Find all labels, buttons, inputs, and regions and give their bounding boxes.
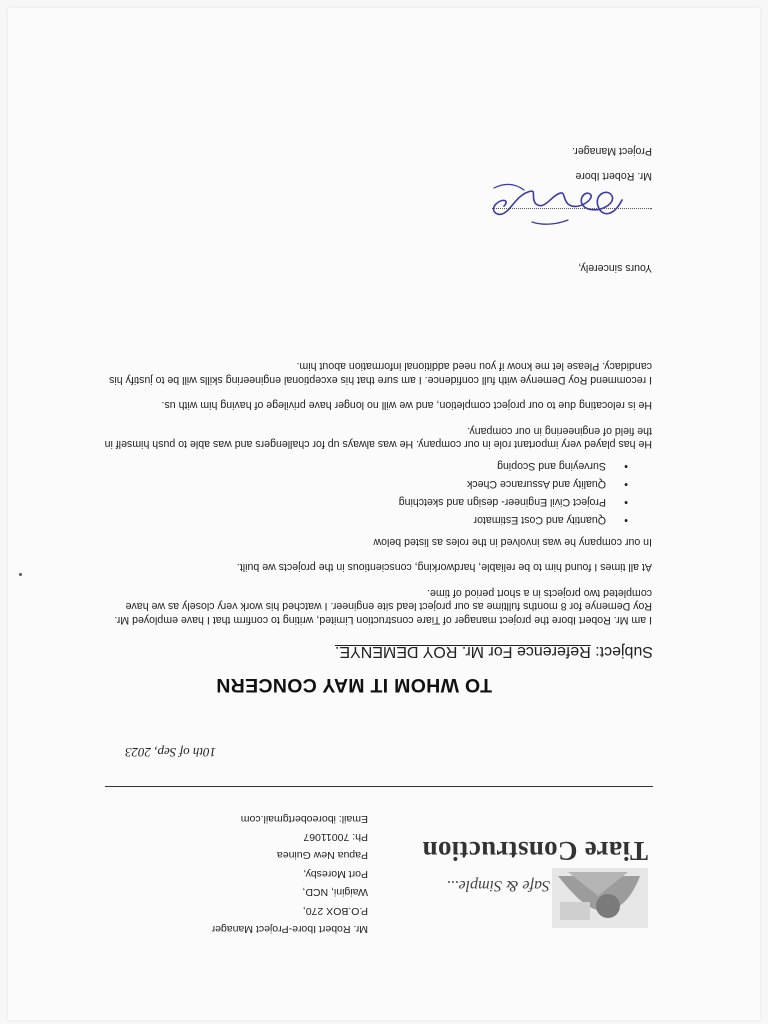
sender-city: Port Moresby, xyxy=(303,867,368,880)
logo-emblem-icon xyxy=(552,868,648,928)
sender-area: Waigini, NCD, xyxy=(302,886,368,899)
sender-email: Email: iboreobertgmail.com xyxy=(240,812,368,825)
sender-country: Papua New Guinea xyxy=(276,849,368,862)
subject-label: Subject: xyxy=(595,643,653,660)
company-tagline: Safe & Simple... xyxy=(446,877,550,894)
paragraph-relocation: He is relocating due to our project completion, and we will no longer have privilege of having him with us. xyxy=(161,399,652,412)
paragraph-roles-intro: In our company he was involved in the roles as listed below xyxy=(373,535,652,548)
roles-list xyxy=(104,458,652,526)
letter-title: TO WHOM IT MAY CONCERN xyxy=(216,674,493,696)
subject-line xyxy=(335,642,653,660)
closing-line: Yours sincerely, xyxy=(578,262,652,274)
paragraph-intro: I am Mr. Robert Ibore the project manager of Tiare construction Limited, writing to confirm that I have employed Mr. Roy Demenye for 8 months fulltime as our project lead site engineer. I watched his work very closely as we have completed two projects in a short period of time. xyxy=(114,586,652,626)
paragraph-contribution: He has played very important role in our company. He was always up for challengers and was able to push himself in the field of engineering in our company. xyxy=(104,424,652,451)
sender-box: P.O.BOX 270, xyxy=(302,904,368,917)
list-item: • Surveying and Scoping xyxy=(104,458,628,472)
signature-line xyxy=(492,208,652,209)
signatory-name: Mr. Robert Ibore xyxy=(575,170,652,182)
sender-phone: Ph: 70011067 xyxy=(303,830,368,843)
signatory-role: Project Manager. xyxy=(571,145,652,157)
header-divider xyxy=(105,786,653,787)
paragraph-character: At all times I found him to be reliable, hardworking, conscientious in the projects we built. xyxy=(236,561,652,574)
list-item: • Project Civil Engineer- design and sketching xyxy=(104,494,628,508)
list-item: • Quality and Assurance Check xyxy=(104,476,628,490)
sender-name: Mr. Robert Ibore-Project Manager xyxy=(211,923,368,935)
company-name: Tiare Construction xyxy=(422,836,648,866)
scan-speck xyxy=(19,573,22,576)
paragraph-recommendation: I recommend Roy Demenye with full confidence. I am sure that his exceptional engineering skills will be to justify his candidacy. Please let me know if you need additional information about him. xyxy=(109,360,652,386)
letter-date: 10th of Sep, 2023 xyxy=(125,745,216,760)
sender-address-block xyxy=(212,809,368,938)
subject-text: Reference For Mr. ROY DEMENYE. xyxy=(334,643,591,660)
list-item: • Quantity and Cost Estimator xyxy=(104,512,628,526)
signatory-block xyxy=(572,138,652,188)
letter-body xyxy=(104,347,652,626)
